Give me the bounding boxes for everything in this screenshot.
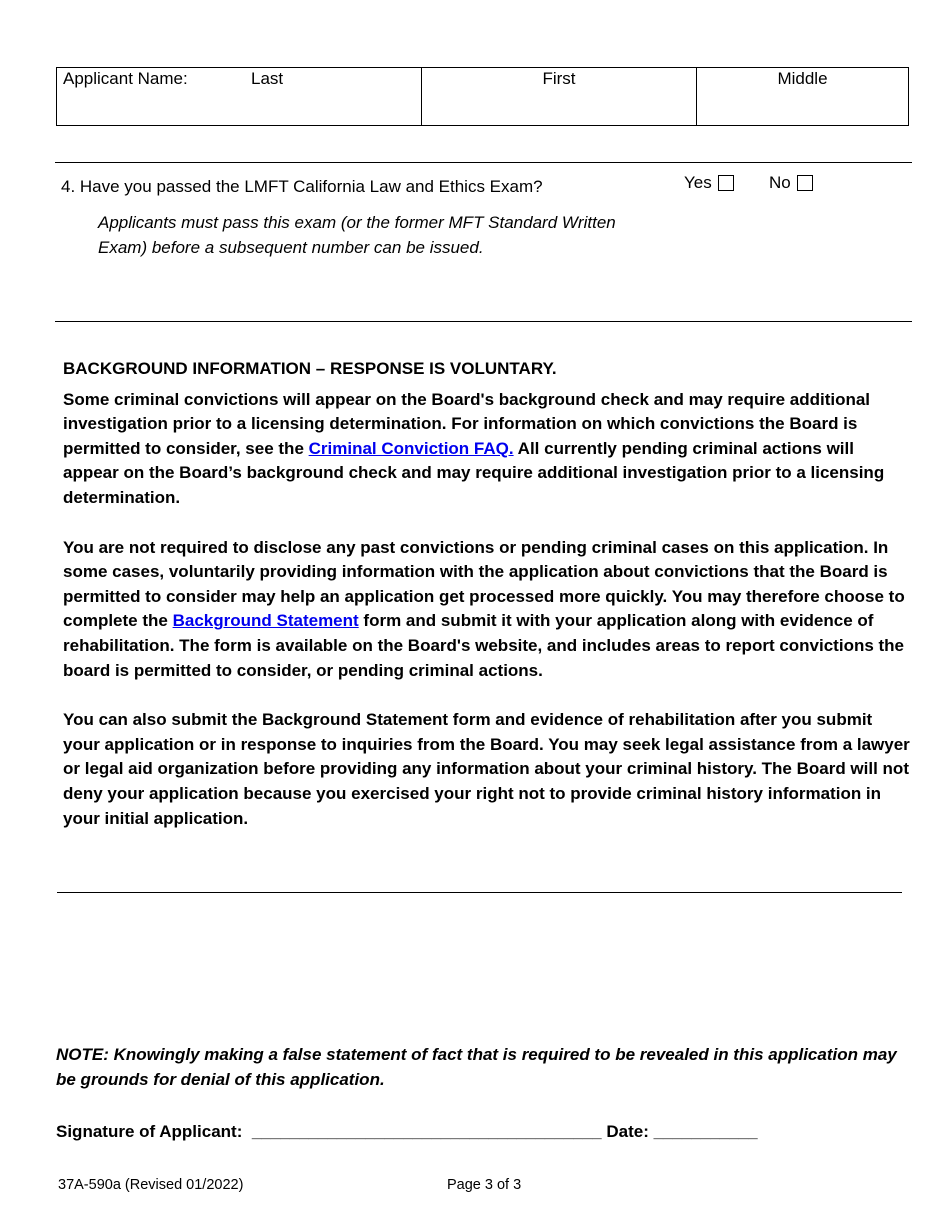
yes-option [684,173,734,193]
page-number: Page 3 of 3 [447,1177,522,1193]
no-option [769,173,813,193]
signature-date-line[interactable]: Signature of Applicant: _____________________________________ Date: ___________ [56,1122,758,1141]
divider [57,892,902,893]
first-name-label: First [542,69,576,88]
criminal-conviction-faq-link[interactable]: Criminal Conviction FAQ. [308,438,514,458]
divider [55,162,912,163]
no-label: No [769,173,791,192]
background-heading: BACKGROUND INFORMATION – RESPONSE IS VOLUNTARY. [63,359,557,378]
middle-name-cell[interactable] [697,68,908,125]
applicant-name-label: Applicant Name: [63,69,188,88]
first-name-cell[interactable] [422,68,697,125]
yes-checkbox[interactable] [718,175,734,191]
paragraph-text: You are not required to disclose any past convictions or pending criminal cases on this application. In some cases, voluntarily providing information with the application about convictions that the Board is permitted to consider may help an application get processed more quickly. You may therefore choose to complete the [63,537,905,631]
background-paragraph-1 [63,388,913,511]
middle-name-label: Middle [777,69,828,88]
paragraph-text: Some criminal convictions will appear on the Board's background check and may require additional investigation prior to a licensing determination. For information on which convictions the Board is permitted to consider, see the [63,389,871,458]
last-name-label: Last [251,69,284,88]
no-checkbox[interactable] [797,175,813,191]
question-4-text: 4. Have you passed the LMFT California Law and Ethics Exam? [61,177,543,196]
yes-label: Yes [684,173,712,192]
divider [55,321,912,322]
paragraph-text: form and submit it with your application along with evidence of rehabilitation. The form is available on the Board's website, and includes areas to report convictions the board is permitted to consider, or pending criminal actions. [63,611,905,680]
background-paragraph-3: You can also submit the Background Statement form and evidence of rehabilitation after you submit your application or in response to inquiries from the Board. You may seek legal assistance from a lawyer or legal aid organization before providing any information about your criminal history. The Board will not deny your application because you exercised your right not to provide criminal history information in your initial application. [63,710,910,828]
background-paragraph-2 [63,536,913,684]
background-statement-link[interactable]: Background Statement [172,611,359,631]
background-information-section [63,357,913,831]
form-number: 37A-590a (Revised 01/2022) [58,1177,244,1193]
last-name-cell[interactable] [57,68,422,125]
question-4-help: Applicants must pass this exam (or the former MFT Standard Written Exam) before a subsequent number can be issued. [98,213,616,257]
false-statement-note: NOTE: Knowingly making a false statement of fact that is required to be revealed in this application may be grounds for denial of this application. [56,1045,897,1089]
applicant-name-table [56,67,909,126]
paragraph-text: All currently pending criminal actions will appear on the Board’s background check and may require additional investigation prior to a licensing determination. [63,438,885,507]
